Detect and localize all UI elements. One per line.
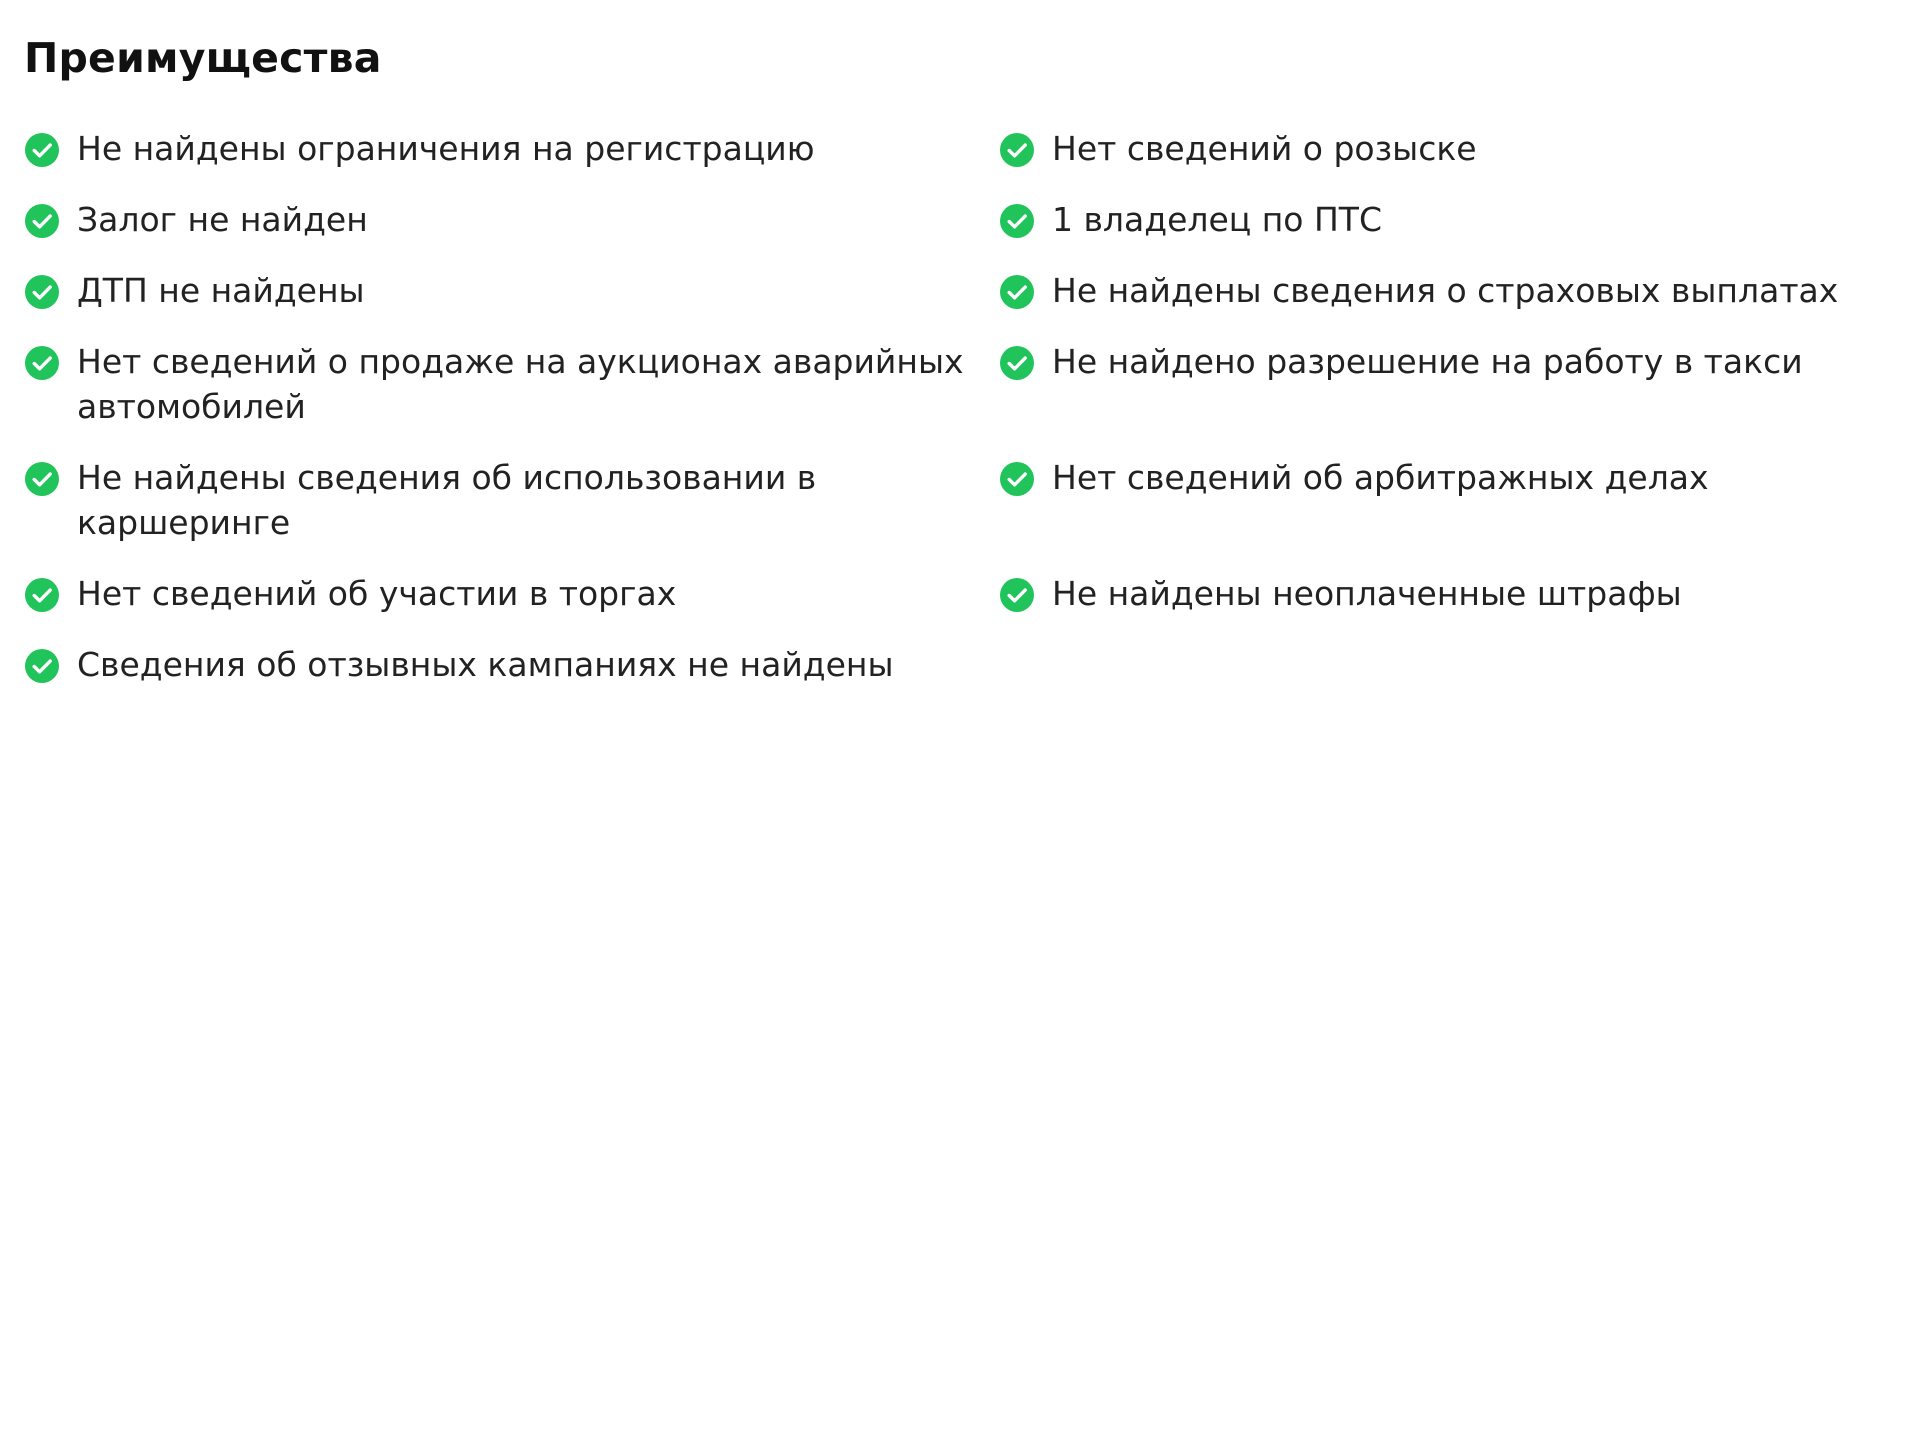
check-circle-icon (999, 577, 1035, 613)
advantage-item (999, 197, 1859, 242)
check-circle-icon (24, 274, 60, 310)
advantage-item (999, 268, 1859, 313)
check-circle-icon (999, 203, 1035, 239)
advantage-item (999, 455, 1859, 545)
check-circle-icon (999, 274, 1035, 310)
advantage-text: Не найдено разрешение на работу в такси (1052, 342, 1803, 381)
advantages-grid (24, 126, 1896, 713)
advantage-text: ДТП не найдены (77, 271, 365, 310)
advantage-item (24, 268, 999, 313)
advantage-text: Не найдены неоплаченные штрафы (1052, 574, 1682, 613)
advantage-item (24, 571, 999, 616)
advantage-item (24, 126, 999, 171)
check-circle-icon (24, 648, 60, 684)
advantage-text: Нет сведений о розыске (1052, 129, 1477, 168)
advantage-item (24, 455, 999, 545)
advantage-item (24, 642, 999, 687)
check-circle-icon (999, 345, 1035, 381)
advantage-text: Нет сведений об участии в торгах (77, 574, 677, 613)
advantage-item (999, 571, 1859, 616)
check-circle-icon (24, 577, 60, 613)
check-circle-icon (999, 132, 1035, 168)
advantage-text: Сведения об отзывных кампаниях не найдены (77, 645, 894, 684)
section-title: Преимущества (24, 34, 382, 82)
empty-grid-cell (999, 642, 1859, 713)
check-circle-icon (999, 461, 1035, 497)
advantage-text: Не найдены сведения об использовании в каршеринге (77, 458, 817, 542)
advantage-text: Не найдены ограничения на регистрацию (77, 129, 815, 168)
advantage-text: Нет сведений об арбитражных делах (1052, 458, 1709, 497)
advantage-text: Нет сведений о продаже на аукционах аварийных автомобилей (77, 342, 964, 426)
check-circle-icon (24, 132, 60, 168)
advantage-item (24, 197, 999, 242)
check-circle-icon (24, 203, 60, 239)
advantage-text: Залог не найден (77, 200, 368, 239)
advantage-item (24, 339, 999, 429)
check-circle-icon (24, 345, 60, 381)
advantage-item (999, 339, 1859, 429)
check-circle-icon (24, 461, 60, 497)
advantages-section (24, 24, 1896, 713)
advantage-text: Не найдены сведения о страховых выплатах (1052, 271, 1839, 310)
advantage-text: 1 владелец по ПТС (1052, 200, 1382, 239)
advantage-item (999, 126, 1859, 171)
